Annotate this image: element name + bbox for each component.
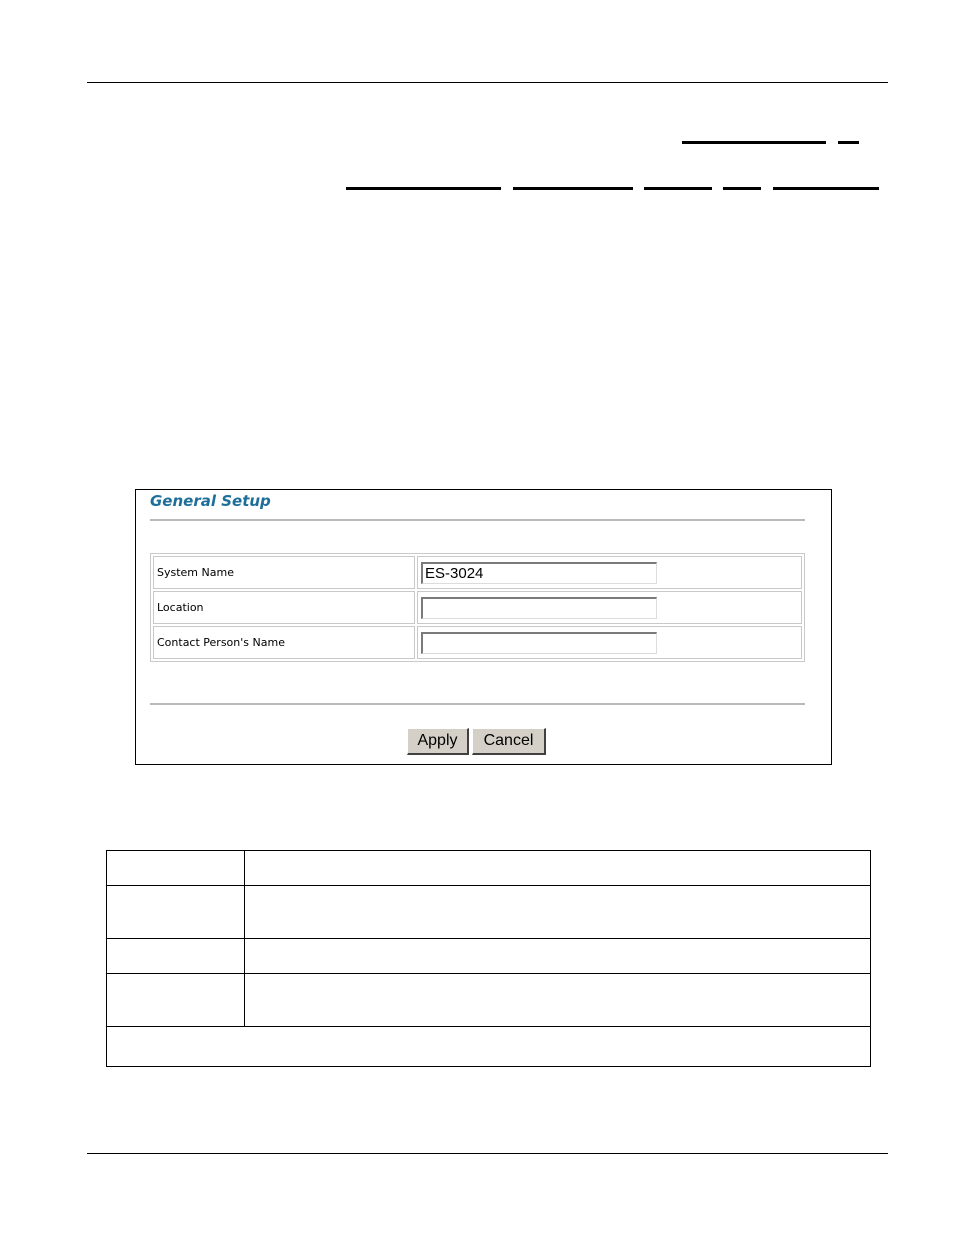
link-underline[interactable] <box>346 187 501 190</box>
contact-person-cell <box>417 626 802 659</box>
form-row-contact <box>153 626 802 659</box>
column-divider <box>244 851 245 1027</box>
link-underline[interactable] <box>644 187 712 190</box>
bottom-divider <box>150 703 805 705</box>
link-underline[interactable] <box>513 187 633 190</box>
cancel-button[interactable]: Cancel <box>472 728 546 755</box>
link-underline[interactable] <box>723 187 761 190</box>
system-name-cell <box>417 556 802 589</box>
table-row <box>107 886 870 939</box>
table-row <box>107 851 870 886</box>
panel-title: General Setup <box>150 492 271 510</box>
form-row-system-name <box>153 556 802 589</box>
location-cell <box>417 591 802 624</box>
header-rule <box>87 82 888 83</box>
table-row <box>107 939 870 974</box>
link-underline[interactable] <box>773 187 879 190</box>
contact-person-input[interactable] <box>421 632 657 654</box>
link-underline[interactable] <box>682 141 826 144</box>
contact-person-label: Contact Person's Name <box>153 626 415 659</box>
settings-form <box>150 553 805 662</box>
location-label: Location <box>153 591 415 624</box>
form-row-location <box>153 591 802 624</box>
system-name-input[interactable] <box>421 562 657 584</box>
description-table <box>106 850 871 1067</box>
system-name-label: System Name <box>153 556 415 589</box>
footer-rule <box>87 1153 888 1154</box>
location-input[interactable] <box>421 597 657 619</box>
table-row <box>107 974 870 1027</box>
link-underline[interactable] <box>838 141 859 144</box>
general-setup-panel <box>135 489 832 765</box>
apply-button[interactable]: Apply <box>407 728 469 755</box>
title-divider <box>150 519 805 521</box>
